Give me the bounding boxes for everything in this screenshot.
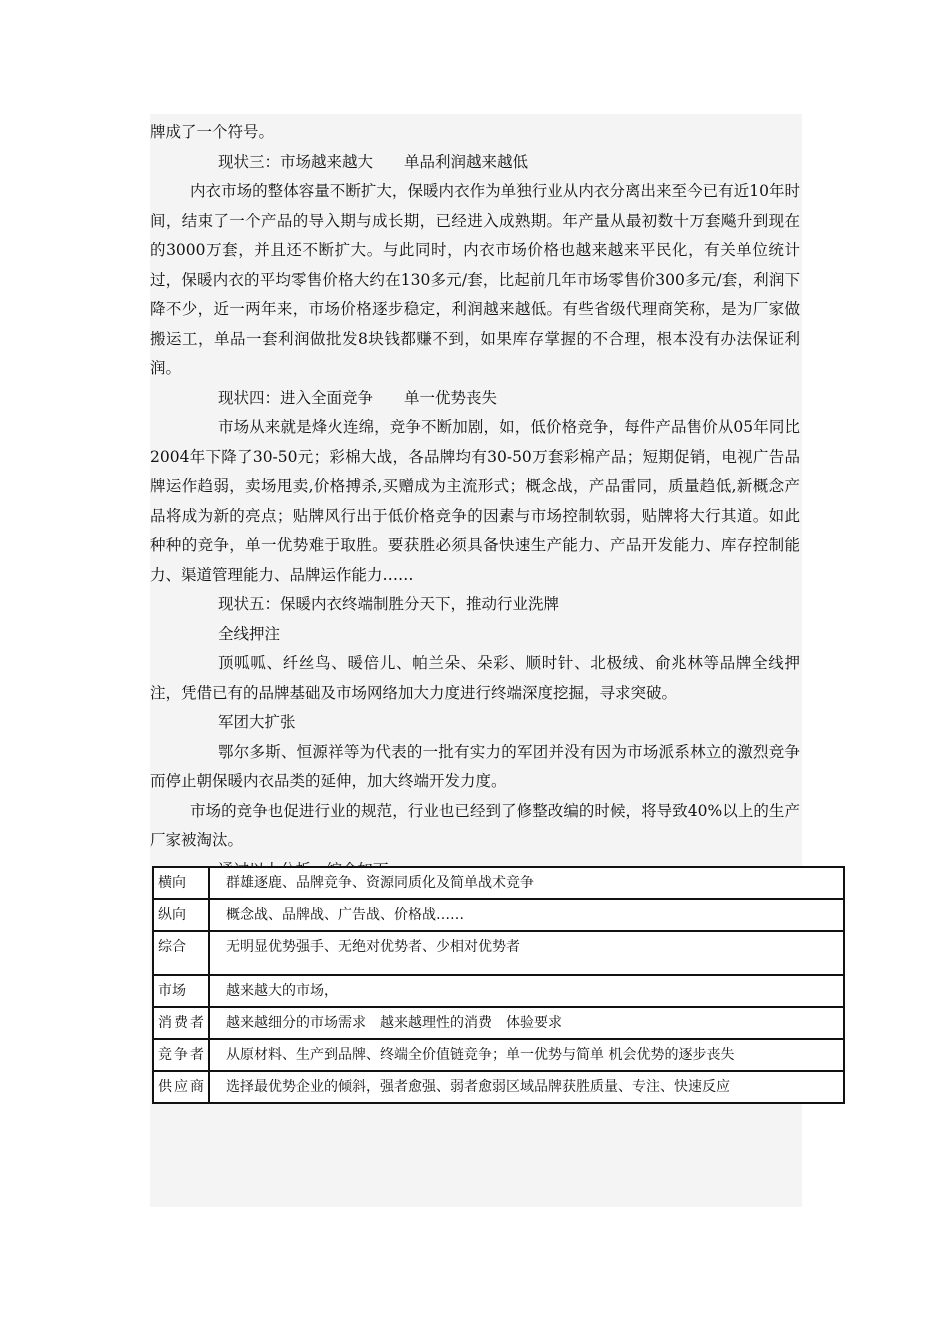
table-row	[153, 899, 844, 931]
row-key: 市场	[153, 975, 209, 1007]
row-key: 消费者	[153, 1007, 209, 1039]
row-key: 竞争者	[153, 1039, 209, 1071]
row-key: 横向	[153, 867, 209, 899]
paragraph: 牌成了一个符号。	[150, 123, 275, 141]
row-value: 无明显优势强手、无绝对优势者、少相对优势者	[209, 931, 844, 975]
summary-table	[152, 866, 845, 1104]
row-key: 综合	[153, 931, 209, 975]
row-value: 概念战、品牌战、广告战、价格战……	[209, 899, 844, 931]
section-heading: 现状五：保暖内衣终端制胜分天下，推动行业洗牌	[218, 595, 560, 613]
table-row	[153, 867, 844, 899]
document-body	[150, 118, 800, 885]
section-heading: 现状三：市场越来越大 单品利润越来越低	[218, 152, 529, 171]
table-row	[153, 975, 844, 1007]
row-key: 纵向	[153, 899, 209, 931]
paragraph: 顶呱呱、纤丝鸟、暖倍儿、帕兰朵、朵彩、顺时针、北极绒、俞兆林等品牌全线押注，凭借已有的品牌基础及市场网络加大力度进行终端深度挖掘，寻求突破。	[150, 654, 800, 702]
table-row	[153, 931, 844, 975]
section-heading: 现状四：进入全面竞争 单一优势丧失	[218, 388, 498, 407]
table-row	[153, 1039, 844, 1071]
subsection-heading: 全线押注	[218, 624, 281, 643]
paragraph: 鄂尔多斯、恒源祥等为代表的一批有实力的军团并没有因为市场派系林立的激烈竞争而停止朝保暖内衣品类的延伸，加大终端开发力度。	[150, 742, 800, 790]
paragraph: 市场从来就是烽火连绵，竞争不断加剧，如，低价格竞争，每件产品售价从05年同比2004年下降了30-50元；彩棉大战，各品牌均有30-50万套彩棉产品；短期促销，电视广告品牌运作趋弱，卖场甩卖,价格搏杀,买赠成为主流形式；概念战，产品雷同，质量趋低,新概念产品将成为新的亮点；贴牌风行出于低价格竞争的因素与市场控制软弱，贴牌将大行其道。如此种种的竞争，单一优势难于取胜。要获胜必须具备快速生产能力、产品开发能力、库存控制能力、渠道管理能力、品牌运作能力……	[150, 418, 800, 584]
row-key: 供应商	[153, 1071, 209, 1103]
row-value: 越来越细分的市场需求 越来越理性的消费 体验要求	[209, 1007, 844, 1039]
table-row	[153, 1071, 844, 1103]
row-value: 选择最优势企业的倾斜，强者愈强、弱者愈弱区域品牌获胜质量、专注、快速反应	[209, 1071, 844, 1103]
paragraph: 市场的竞争也促进行业的规范，行业也已经到了修整改编的时候，将导致40%以上的生产厂家被淘汰。	[150, 801, 800, 849]
subsection-heading: 军团大扩张	[218, 713, 296, 731]
row-value: 越来越大的市场，	[209, 975, 844, 1007]
table-row	[153, 1007, 844, 1039]
row-value: 从原材料、生产到品牌、终端全价值链竞争；单一优势与简单 机会优势的逐步丧失	[209, 1039, 844, 1071]
paragraph: 内衣市场的整体容量不断扩大，保暖内衣作为单独行业从内衣分离出来至今已有近10年时间，结束了一个产品的导入期与成长期，已经进入成熟期。年产量从最初数十万套飚升到现在的3000万套，并且还不断扩大。与此同时，内衣市场价格也越来越来平民化，有关单位统计过，保暖内衣的平均零售价格大约在130多元/套，比起前几年市场零售价300多元/套，利润下降不少，近一两年来，市场价格逐步稳定，利润越来越低。有些省级代理商笑称，是为厂家做搬运工，单品一套利润做批发8块钱都赚不到，如果库存掌握的不合理，根本没有办法保证利润。	[150, 182, 800, 377]
row-value: 群雄逐鹿、品牌竞争、资源同质化及简单战术竞争	[209, 867, 844, 899]
